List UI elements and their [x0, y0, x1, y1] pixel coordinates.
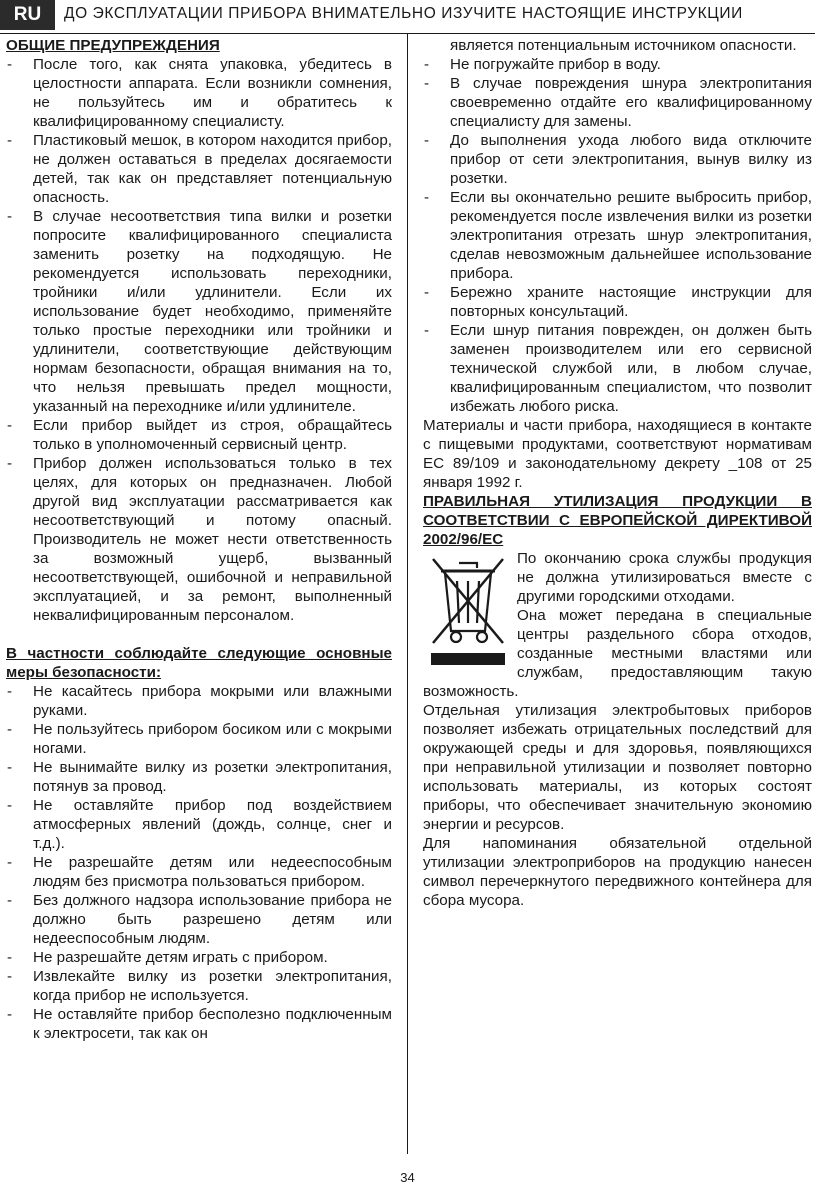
page-header [0, 0, 815, 30]
list-item: - Если прибор выйдет из строя, обращайтесь только в уполномоченный сервисный центр. [6, 416, 392, 454]
list-item: - Не пользуйтесь прибором босиком или с мокрыми ногами. [6, 720, 392, 758]
spacer [6, 625, 392, 644]
list-item: - Без должного надзора использование прибора не должно быть разрешено детям или недееспособным людям. [6, 891, 392, 948]
right-column [423, 36, 812, 1156]
safety-rules-list [6, 682, 392, 1043]
general-warnings-list [6, 55, 392, 625]
general-warnings-heading: ОБЩИЕ ПРЕДУПРЕЖДЕНИЯ [6, 37, 220, 54]
list-item: - Пластиковый мешок, в котором находится прибор, не должен оставаться в пределах досягаемости детей, так как он представляет потенциальную опасность. [6, 131, 392, 207]
list-item: - Если вы окончательно решите выбросить прибор, рекомендуется после извлечения вилки из розетки электропитания отрезать шнур электропитания, сделав невозможным дальнейшее использование прибора. [423, 188, 812, 283]
list-item: - Не погружайте прибор в воду. [423, 55, 812, 74]
list-item: - Не оставляйте прибор под воздействием атмосферных явлений (дождь, солнце, снег и т.д.). [6, 796, 392, 853]
page-number: 34 [400, 1170, 415, 1185]
food-contact-paragraph: Материалы и части прибора, находящиеся в контакте с пищевыми продуктами, соответствуют нормативам ЕС 89/109 и законодательному декрету _108 от 25 января 1992 г. [423, 417, 812, 491]
disposal-heading: ПРАВИЛЬНАЯ УТИЛИЗАЦИЯ ПРОДУКЦИИ В СООТВЕТСТВИИ С ЕВРОПЕЙСКОЙ ДИРЕКТИВОЙ 2002/96/EC [423, 493, 812, 548]
disposal-paragraph: Для напоминания обязательной отдельной утилизации электроприборов на продукцию нанесен символ перечеркнутого передвижного контейнера для сбора мусора. [423, 835, 812, 909]
list-item: - В случае несоответствия типа вилки и розетки попросите квалифицированного специалиста заменить розетку на подходящую. Не рекомендуется использовать переходники, тройники и/или удлинители. Если их использование будет необходимо, применяйте только простые переходники или тройники и удлинители, соответствующие действующим нормам безопасности, обращая внимания на то, что нельзя превышать предел мощности, указанный на переходнике и/или удлинителе. [6, 207, 392, 416]
disposal-paragraph: Отдельная утилизация электробытовых приборов позволяет избежать отрицательных последствий для окружающей среды и для здоровья, появляющихся при неправильной утилизации и позволяет повторно использовать материалы, из которых состоят приборы, что обеспечивает значительную экономию энергии и ресурсов. [423, 702, 812, 833]
header-title: ДО ЭКСПЛУАТАЦИИ ПРИБОРА ВНИМАТЕЛЬНО ИЗУЧИТЕ НАСТОЯЩИЕ ИНСТРУКЦИИ [64, 5, 743, 22]
column-divider [407, 34, 408, 1154]
list-item: - Не касайтесь прибора мокрыми или влажными руками. [6, 682, 392, 720]
list-item: - Бережно храните настоящие инструкции для повторных консультаций. [423, 283, 812, 321]
left-column [6, 36, 392, 1156]
list-item: - После того, как снята упаковка, убедитесь в целостности аппарата. Если возникли сомнения, не пользуйтесь им и обратитесь к квалифицированному специалисту. [6, 55, 392, 131]
crossed-out-wheeled-bin-icon [429, 553, 507, 673]
list-item: - Не оставляйте прибор бесполезно подключенным к электросети, так как он [6, 1005, 392, 1043]
list-item: - Прибор должен использоваться только в тех целях, для которых он предназначен. Любой другой вид эксплуатации рассматривается как несоответствующий и потому опасный. Производитель не может нести ответственность за возможный ущерб, вызванный несоответствующей, ошибочной и неправильной эксплуатацией, и за ремонт, выполненный неквалифицированным персоналом. [6, 454, 392, 625]
right-warnings-list [423, 55, 812, 416]
disposal-section [423, 549, 812, 910]
list-item: - До выполнения ухода любого вида отключите прибор от сети электропитания, вынув вилку из розетки. [423, 131, 812, 188]
list-item: - Извлекайте вилку из розетки электропитания, когда прибор не используется. [6, 967, 392, 1005]
continued-text: является потенциальным источником опасности. [450, 37, 797, 54]
disposal-paragraph: Она может передана в специальные центры раздельного сбора отходов, созданные местными властями или службам, предоставляющим такую возможность. [423, 607, 812, 700]
list-item: - Не вынимайте вилку из розетки электропитания, потянув за провод. [6, 758, 392, 796]
list-item: - В случае повреждения шнура электропитания своевременно отдайте его квалифицированному специалисту для замены. [423, 74, 812, 131]
language-badge: RU [0, 0, 55, 30]
list-item: - Если шнур питания поврежден, он должен быть заменен производителем или его сервисной технической службой или, в любом случае, квалифицированным специалистом, что позволит избежать любого риска. [423, 321, 812, 416]
safety-rules-heading: В частности соблюдайте следующие основные меры безопасности: [6, 645, 392, 681]
list-item: - Не разрешайте детям или недееспособным людям без присмотра пользоваться прибором. [6, 853, 392, 891]
list-item: - Не разрешайте детям играть с прибором. [6, 948, 392, 967]
disposal-paragraph: По окончанию срока службы продукция не должна утилизироваться вместе с другими городскими отходами. [517, 550, 812, 605]
